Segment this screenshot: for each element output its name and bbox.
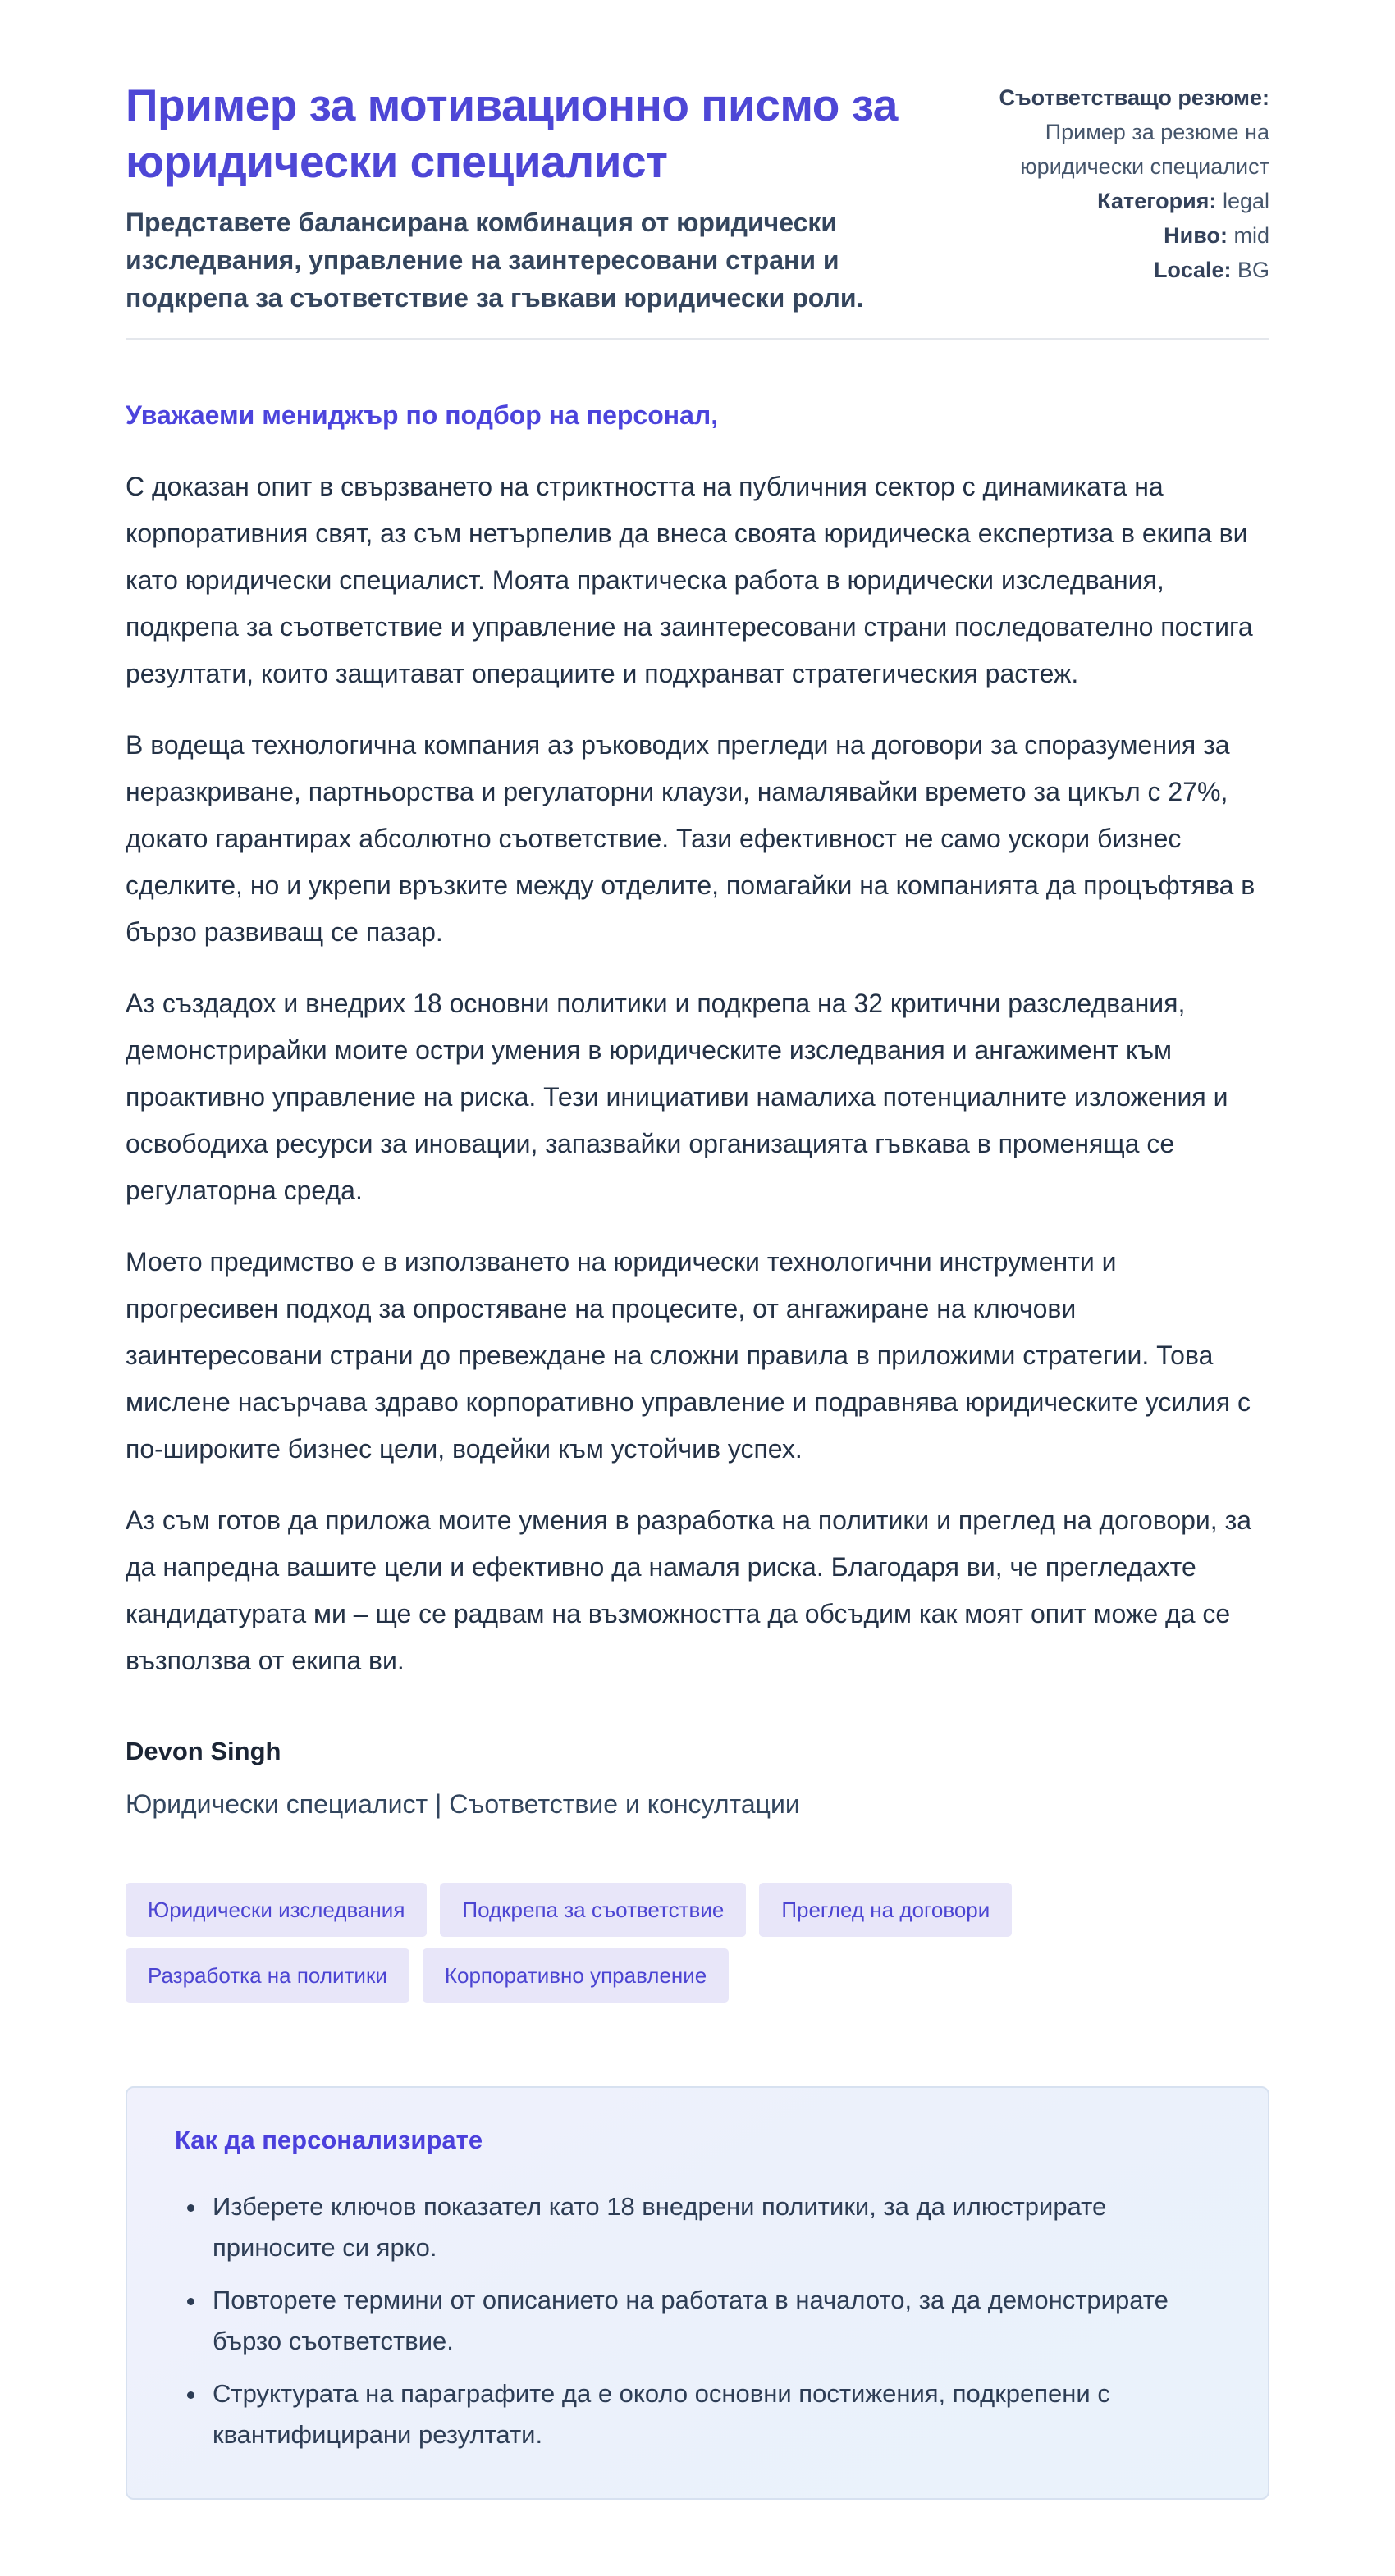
letter-paragraph: С доказан опит в свързването на стриктността на публичния сектор с динамиката на корпоративния свят, аз съм нетърпелив да внеса своята юридическа експертиза в екипа ви като юридически специалист. Моята практическа работа в юридически изследвания, подкрепа за съответствие и управление на заинтересовани страни последователно постига резултати, които защитават операциите и подхранват стратегическия растеж.: [126, 472, 1253, 688]
page-header: [126, 77, 1269, 317]
skill-tag: Преглед на договори: [759, 1883, 1012, 1937]
tips-list: [175, 2186, 1220, 2455]
letter-paragraph: Аз създадох и внедрих 18 основни политики и подкрепа на 32 критични разследвания, демонстрирайки моите остри умения в юридическите изследвания и ангажимент към проактивно управление на риска. Тези инициативи намалиха потенциалните изложения и освободиха ресурси за иновации, запазвайки организацията гъвкава в променяща се регулаторна среда.: [126, 989, 1228, 1205]
signature-role: Юридически специалист | Съответствие и консултации: [126, 1789, 800, 1819]
skill-tag: Подкрепа за съответствие: [440, 1883, 746, 1937]
letter-paragraph: В водеща технологична компания аз ръководих прегледи на договори за споразумения за неразкриване, партньорства и регулаторни клаузи, намалявайки времето за цикъл с 27%, докато гарантирах абсолютно съответствие. Тази ефективност не само ускори бизнес сделките, но и укрепи връзките между отделите, помагайки на компанията да процъфтява в бързо развиващ се пазар.: [126, 730, 1256, 947]
meta-value: BG: [1237, 258, 1269, 282]
signature-name: Devon Singh: [126, 1737, 281, 1765]
page-title: Пример за мотивационно писмо за юридически специалист: [126, 80, 898, 187]
skill-tag: Юридически изследвания: [126, 1883, 427, 1937]
meta-row-category: [949, 184, 1269, 218]
header-title-block: [126, 77, 949, 317]
tips-title: Как да персонализирате: [175, 2126, 483, 2154]
skill-tag: Разработка на политики: [126, 1948, 409, 2003]
skill-tags: [126, 1883, 1102, 2003]
meta-value: mid: [1233, 223, 1269, 248]
meta-value: legal: [1222, 189, 1269, 213]
meta-label: Съответстващо резюме:: [999, 85, 1269, 110]
tip-item: • Повторете термини от описанието на работата в началото, за да демонстрирате бързо съответствие.: [208, 2280, 1220, 2362]
letter-body: [126, 392, 1269, 2500]
header-divider: [126, 338, 1269, 340]
tip-item: • Структурата на параграфите да е около основни постижения, подкрепени с квантифицирани резултати.: [208, 2373, 1220, 2455]
meta-label: Категория:: [1097, 189, 1217, 213]
letter-paragraph: Моето предимство е в използването на юридически технологични инструменти и прогресивен подход за опростяване на процесите, от ангажиране на ключови заинтересовани страни до превеждане на сложни правила в приложими стратегии. Това мислене насърчава здраво корпоративно управление и подравнява юридическите усилия с по-широките бизнес цели, водейки към устойчив успех.: [126, 1247, 1251, 1464]
meta-label: Locale:: [1153, 258, 1232, 282]
skill-tag: Корпоративно управление: [423, 1948, 729, 2003]
meta-row-matching-resume: [949, 80, 1269, 184]
meta-value: Пример за резюме на юридически специалист: [1020, 120, 1269, 179]
page-subtitle: Представете балансирана комбинация от юридически изследвания, управление на заинтересовани страни и подкрепа за съответствие за гъвкави юридически роли.: [126, 208, 864, 313]
meta-label: Ниво:: [1164, 223, 1228, 248]
letter-paragraph: Аз съм готов да приложа моите умения в разработка на политики и преглед на договори, за да напредна вашите цели и ефективно да намаля риска. Благодаря ви, че прегледахте кандидатурата ми – ще се радвам на възможността да обсъдим как моят опит може да се възползва от екипа ви.: [126, 1505, 1252, 1675]
letter-greeting: Уважаеми мениджър по подбор на персонал,: [126, 400, 719, 430]
meta-row-level: [949, 218, 1269, 253]
meta-panel: [949, 77, 1269, 287]
personalization-tips-box: [126, 2086, 1269, 2500]
tip-item: • Изберете ключов показател като 18 внедрени политики, за да илюстрирате приносите си ярко.: [208, 2186, 1220, 2268]
meta-row-locale: [949, 253, 1269, 287]
